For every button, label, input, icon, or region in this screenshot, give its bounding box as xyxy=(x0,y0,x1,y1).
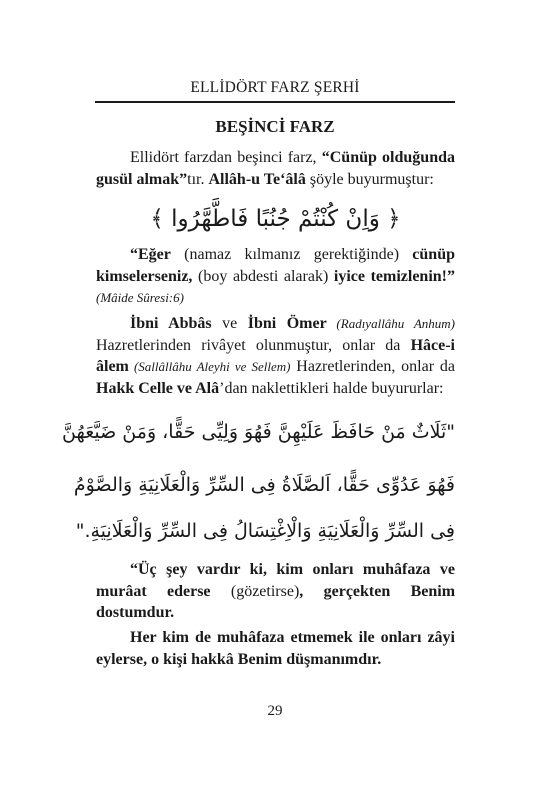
narr-italic-2: (Sallâllâhu Aleyhi ve Sellem) xyxy=(128,359,291,374)
intro-paragraph xyxy=(96,147,455,190)
narr-bold-3: Hâce-i âlem xyxy=(96,336,455,375)
narr-text-4: ’dan naklettikleri halde buyururlar: xyxy=(219,379,444,397)
narr-bold-2: İbni Ömer xyxy=(247,315,327,332)
section-title: BEŞİNCİ FARZ xyxy=(215,117,335,136)
intro-text: Ellidört farzdan beşinci farz, xyxy=(130,149,322,166)
narration-paragraph xyxy=(96,313,455,399)
narr-text-1: ve xyxy=(211,315,248,332)
running-header: ELLİDÖRT FARZ ŞERHİ xyxy=(190,79,360,96)
narr-italic-1: (Radıyallâhu Anhum) xyxy=(326,316,455,331)
intro-bold: “Cünüp olduğunda gusül almak” xyxy=(96,149,455,188)
quran-verse: ﴿ وَاِنْ كُنْتُمْ جُنُبًا فَاطَّهَّرُوا ﴾ xyxy=(150,206,401,232)
tr1-bold-2: cünüp kimselerseniz, xyxy=(96,246,455,285)
tr2-bold-1: “Üç şey vardır ki, kim onları muhâfaza ve murâat ederse xyxy=(96,561,455,600)
tr2-bold-2: , gerçekten Benim dostumdur. xyxy=(96,582,456,621)
header-rule xyxy=(95,101,455,103)
tr1-text-1: (namaz kılmanız gerektiğinde) xyxy=(170,246,413,263)
translation-paragraph-3 xyxy=(96,627,455,670)
translation-paragraph-2 xyxy=(96,559,455,624)
narr-bold-1: İbni Abbâs xyxy=(130,315,212,332)
hadith-line-3: فِى السِّرِّ وَالْعَلَانِيَةِ وَالْاِغْتِسَالُ فِى السِّرِّ وَالْعَلَانِيَةِ." xyxy=(75,520,455,542)
intro-suffix: tır. xyxy=(187,170,209,188)
narr-text-3: Hazretlerinden, onlar da xyxy=(290,358,455,375)
narr-bold-4: Hakk Celle ve Alâ xyxy=(96,379,220,397)
translation-paragraph-1 xyxy=(96,244,455,309)
intro-end: şöyle buyurmuştur: xyxy=(305,170,434,188)
hadith-line-1: "ثَلَاثٌ مَنْ حَافَظَ عَلَيْهِنَّ فَهُوَ وَلِيِّى حَقًّا، وَمَنْ ضَيَّعَهُنَّ xyxy=(62,421,455,443)
tr2-text-1: (gözetirse) xyxy=(210,582,300,600)
tr1-reference: (Mâide Sûresi:6) xyxy=(96,290,184,305)
page-number: 29 xyxy=(267,703,283,719)
tr1-text-2: (boy abdesti alarak) xyxy=(192,267,334,285)
tr1-bold-3: iyice temizlenin!” xyxy=(333,267,456,285)
tr1-bold-1: “Eğer xyxy=(130,246,171,263)
hadith-line-2: فَهُوَ عَدُوِّى حَقًّا، اَلصَّلَاةُ فِى السِّرِّ وَالْعَلَانِيَةِ وَالصَّوْمُ xyxy=(73,474,455,496)
narr-text-2: Hazretlerinden rivâyet olunmuştur, onlar da xyxy=(96,336,411,354)
tr3-bold: Her kim de muhâfaza etmemek ile onları zâyi eylerse, o kişi hakkâ Benim düşmanımdır. xyxy=(96,629,455,668)
intro-allah: Allâh-u Te‘âlâ xyxy=(208,170,306,188)
